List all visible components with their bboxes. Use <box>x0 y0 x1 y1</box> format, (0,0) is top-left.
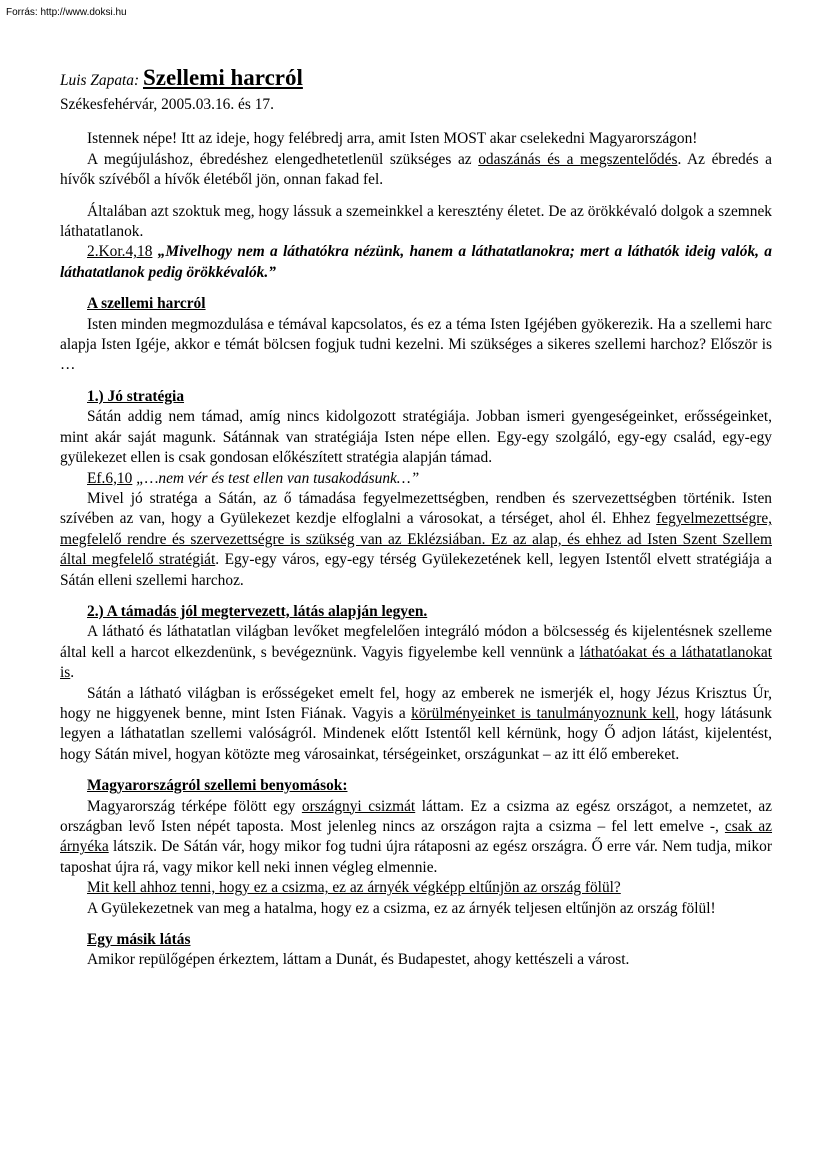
author: Luis Zapata: <box>60 72 140 89</box>
scripture-ref: Ef.6,10 <box>87 469 133 487</box>
intro-paragraph-2: A megújuláshoz, ébredéshez elengedhetetlenül szükséges az odaszánás és a megszentelődés. Az ébredés a hívők szívéből a hívők életéből jön, onnan fakad fel. <box>60 150 772 189</box>
s2-paragraph-2: Mivel jó stratéga a Sátán, az ő támadása fegyelmezettségben, rendben és szervezettségben történik. Isten szívében az van, hogy a Gyülekezet kezdje elfoglalni a városokat, a térséget, ahol él. Ehhez fegyelmezettségre, megfelelő rendre és szervezettségre is szükség van az Eklézsiában. Ez az alap, és ehhez ad Isten Szent Szellem által megfelelő stratégiát. Egy-egy város, egy-egy térség Gyülekezetének kell, legyen Istentől elvett stratégiája a Sátán elleni szellemi harchoz. <box>60 489 772 589</box>
s4-question: Mit kell ahhoz tenni, hogy ez a csizma, ez az árnyék végképp eltűnjön az ország fölül? <box>87 879 621 897</box>
heading-planned-attack: 2.) A támadás jól megtervezett, látás alapján legyen. <box>87 602 428 620</box>
s2-scripture: Ef.6,10 „…nem vér és test ellen van tusakodásunk…” <box>87 469 420 487</box>
s4-paragraph-3: A Gyülekezetnek van meg a hatalma, hogy ez a csizma, ez az árnyék teljesen eltűnjön az ország fölül! <box>87 899 716 917</box>
s1-paragraph: Isten minden megmozdulása e témával kapcsolatos, és ez a téma Isten Igéjében gyökerezik. Ha a szellemi harc alapja Isten Igéje, akkor e témát bölcsen fogjuk tudni kezelni. Mi szükséges a sikeres szellemi harchoz? Először is … <box>60 315 772 374</box>
place-date: Székesfehérvár, 2005.03.16. és 17. <box>60 96 274 113</box>
s3-paragraph-2: Sátán a látható világban is erősségeket emelt fel, hogy az emberek ne ismerjék el, hogy Jézus Krisztus Úr, hogy ne higgyenek benne, mint Isten Fiának. Vagyis a körülményeinket is tanulmányoznunk kell, hogy látásunk legyen a láthatatlan szellemi valóságról. Mindenek előtt Istentől kell kérnünk, hogy Ő adjon látást, kijelentést, hogy Sátán mivel, hogyan kötözte meg városainkat, térségeinket, országunkat – az itt élő embereket. <box>60 684 772 763</box>
source-label: Forrás: http://www.doksi.hu <box>6 7 127 18</box>
s5-paragraph: Amikor repülőgépen érkeztem, láttam a Dunát, és Budapestet, ahogy kettészeli a várost. <box>87 951 630 969</box>
heading-hungary-impressions: Magyarországról szellemi benyomások: <box>87 777 348 795</box>
page-title: Szellemi harcról <box>142 65 303 90</box>
intro-paragraph-1: Istennek népe! Itt az ideje, hogy felébredj arra, amit Isten MOST akar cselekedni Magyarországon! <box>87 130 698 148</box>
scripture-quote: 2.Kor.4,18 „Mivelhogy nem a láthatókra nézünk, hanem a láthatatlanokra; mert a láthatók ideig valók, a láthatatlanok pedig örökkévalók.” <box>60 243 772 281</box>
heading-spiritual-warfare: A szellemi harcról <box>87 295 206 313</box>
s4-paragraph-1: Magyarország térképe fölött egy országnyi csizmát láttam. Ez a csizma az egész országot, a nemzetet, az országban levő Isten népét taposta. Most jelenleg nincs az országon rajta a csizma – fel lett emelve -, csak az árnyéka látszik. De Sátán vár, hogy mikor fog tudni újra rátaposni az egész országra. Ő erre vár. Nem tudja, mikor taposhat újra rá, vagy mikor kell neki innen végleg elmennie. <box>60 797 773 876</box>
document-body <box>60 64 772 971</box>
heading-good-strategy: 1.) Jó stratégia <box>87 387 185 405</box>
title-line <box>60 64 772 95</box>
intro-paragraph-3: Általában azt szoktuk meg, hogy lássuk a szemeinkkel a keresztény életet. De az örökkévaló dolgok a szemnek láthatatlanok. <box>60 202 772 241</box>
s3-paragraph-1: A látható és láthatatlan világban levőket megfelelően integráló módon a bölcsesség és kijelentésnek szelleme által kell a harcot elkezdenünk, s bevégeznünk. Vagyis figyelembe kell vennünk a láthatóakat és a láthatatlanokat is. <box>60 623 772 682</box>
s2-paragraph-1: Sátán addig nem támad, amíg nincs kidolgozott stratégiája. Jobban ismeri gyengeségeinket, erősségeinket, mint akár saját magunk. Sátánnak van stratégiája Isten népe ellen. Egy-egy szolgáló, egy-egy család, egy-egy gyülekezet ellen is csak gondosan előkészített stratégia alapján támad. <box>60 408 772 467</box>
heading-another-vision: Egy másik látás <box>87 931 191 949</box>
scripture-ref: 2.Kor.4,18 <box>87 243 153 261</box>
